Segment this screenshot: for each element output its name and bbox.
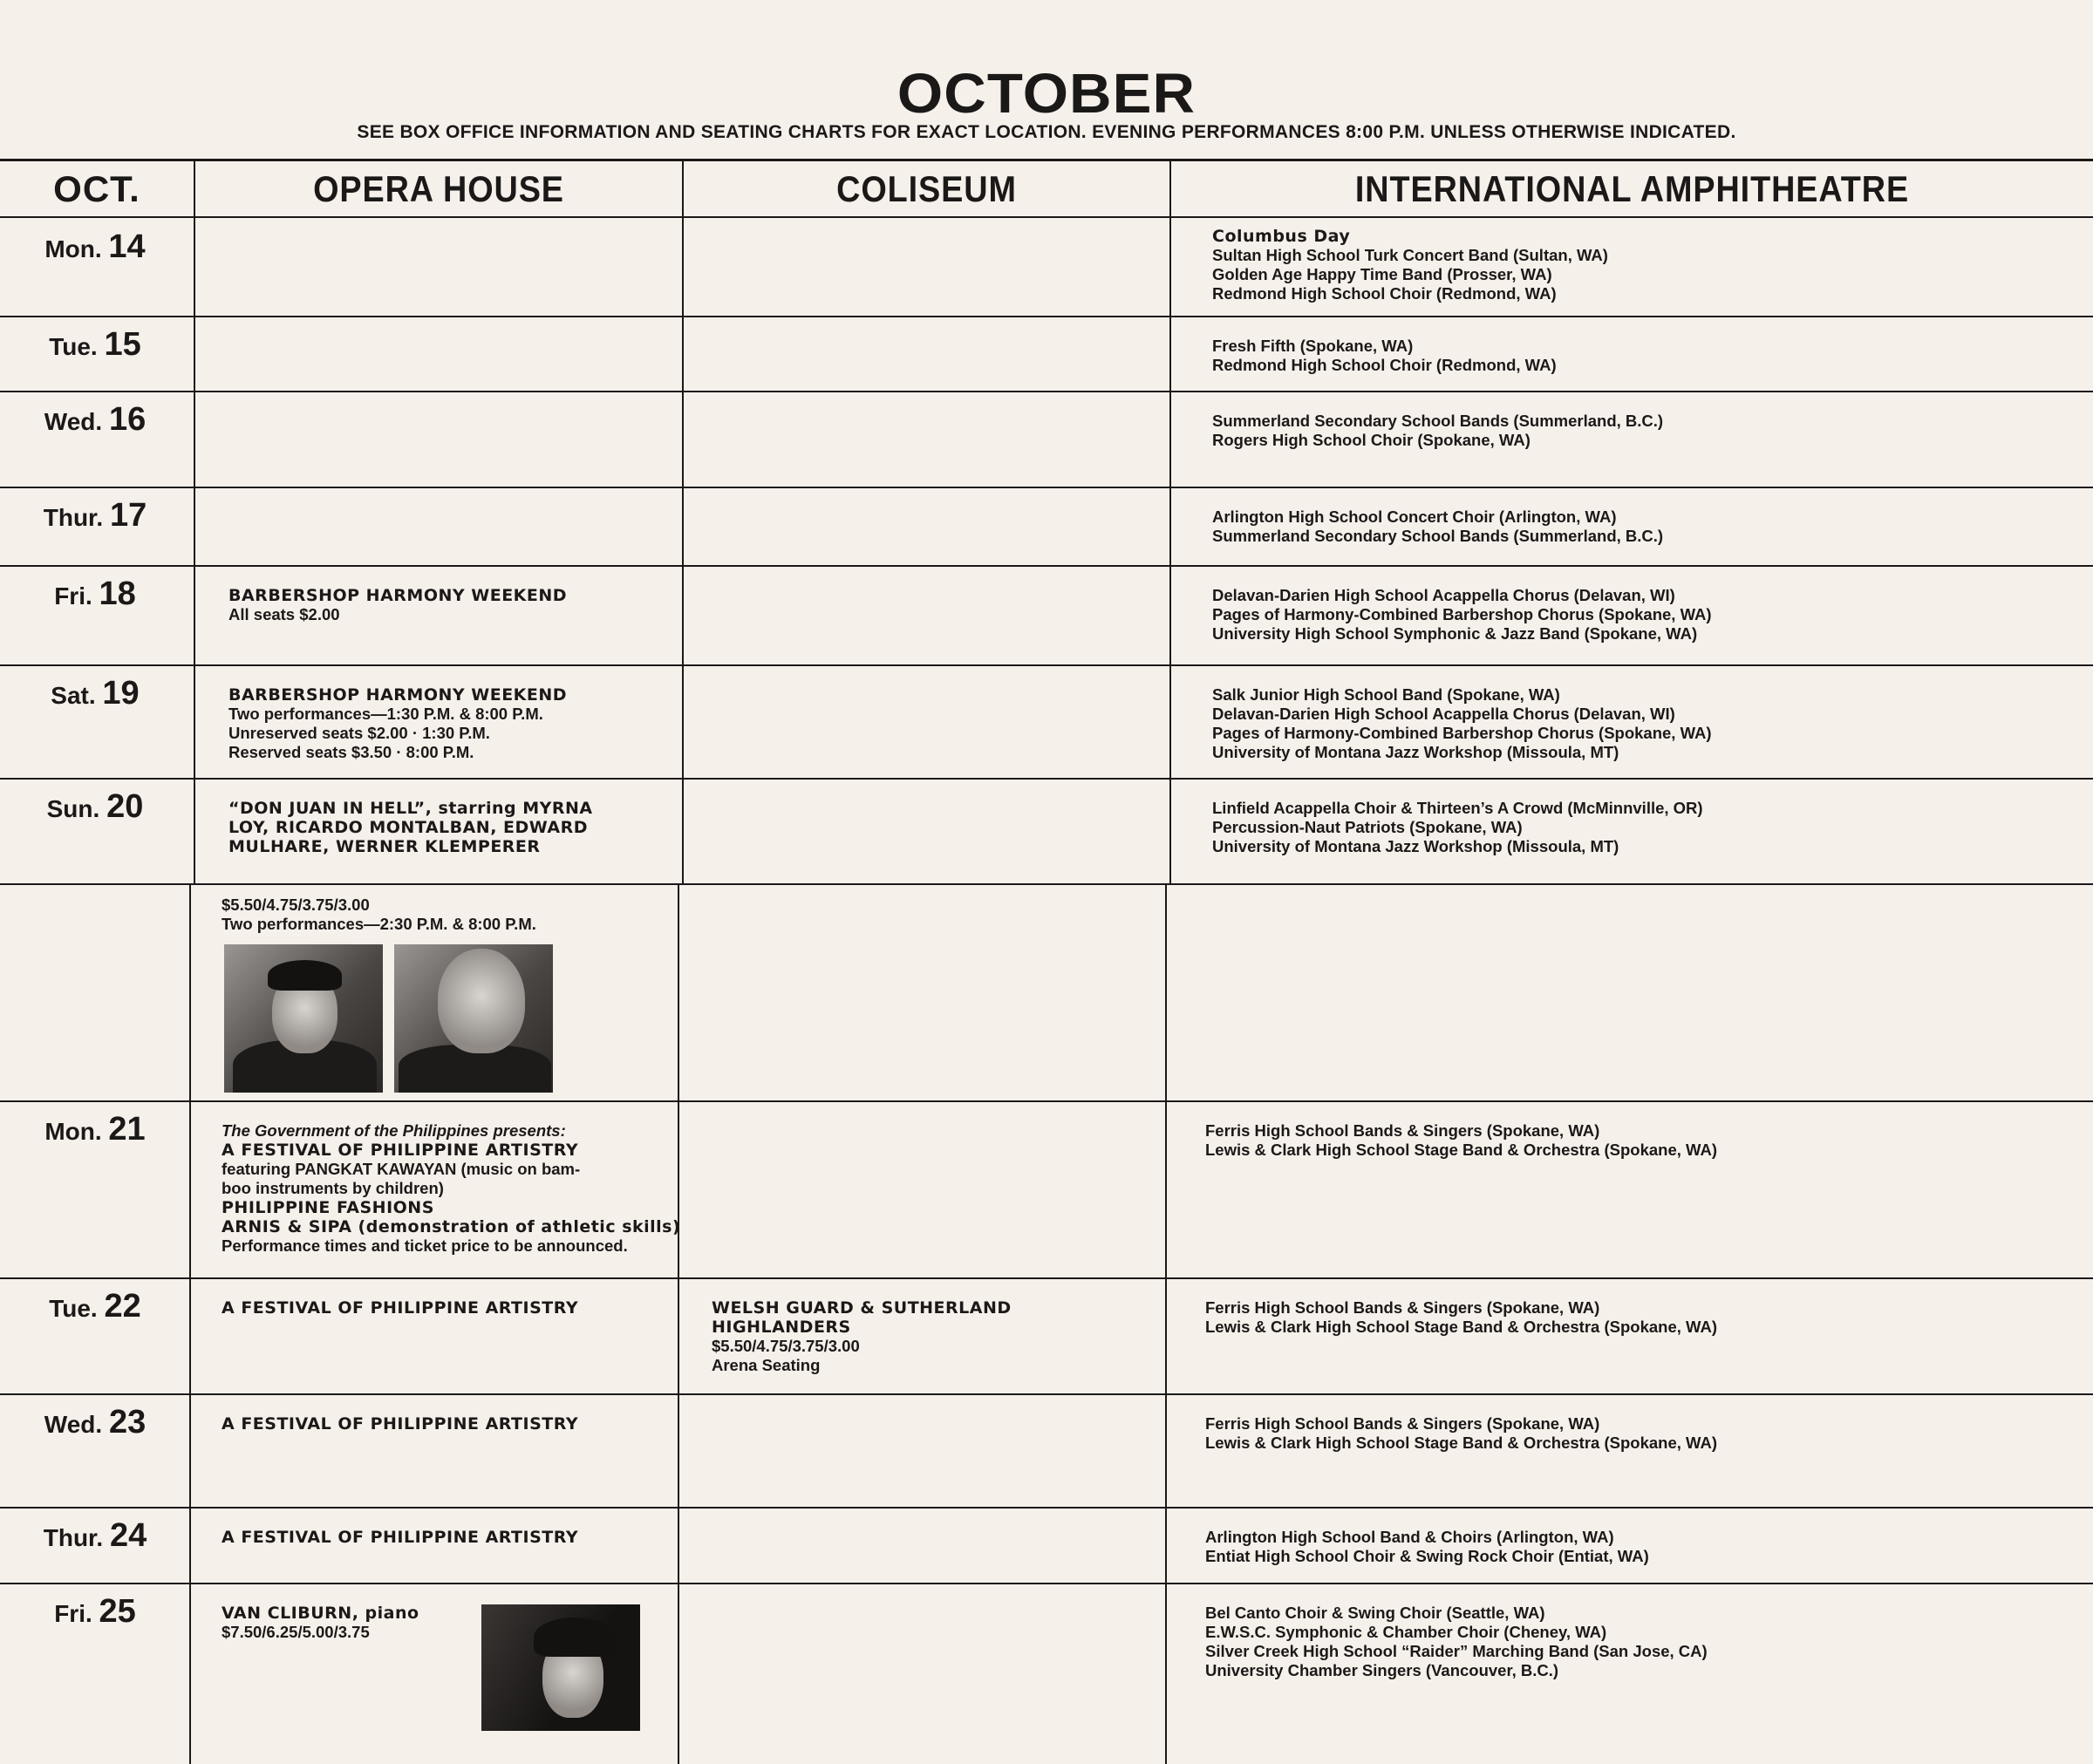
event-line: A FESTIVAL OF PHILIPPINE ARTISTRY (222, 1528, 579, 1547)
row-rule (0, 565, 2093, 567)
row-day-number: 22 (104, 1288, 141, 1325)
header-coliseum: COLISEUM (836, 168, 1017, 209)
opera-house-event (228, 799, 593, 856)
opera-house-event (222, 1604, 419, 1642)
event-line: Linfield Acappella Choir & Thirteen’s A Crowd (McMinnville, OR) (1212, 799, 1703, 817)
event-line: “DON JUAN IN HELL”, starring MYRNA (228, 799, 593, 818)
event-line: $5.50/4.75/3.75/3.00 (222, 896, 370, 914)
event-line: Unreserved seats $2.00 · 1:30 P.M. (228, 724, 490, 742)
opera-house-event (222, 1298, 578, 1318)
row-rule (0, 1100, 2093, 1102)
opera-house-event (222, 896, 536, 934)
row-rule (0, 316, 2093, 317)
column-rule-opera-lower (678, 883, 679, 1764)
header-opera-house: OPERA HOUSE (313, 168, 564, 209)
row-rule (0, 391, 2093, 392)
row-rule (0, 1393, 2093, 1395)
event-line: HIGHLANDERS (712, 1318, 851, 1337)
amphitheatre-event (1205, 1414, 1717, 1453)
event-line: Delavan-Darien High School Acappella Chorus (Delavan, WI) (1212, 705, 1675, 723)
row-day-number: 15 (104, 326, 141, 363)
row-day-number: 17 (109, 497, 147, 534)
row-day-number: 19 (102, 675, 140, 712)
row-day-number: 25 (99, 1593, 136, 1630)
event-line: Golden Age Happy Time Band (Prosser, WA) (1212, 265, 1552, 283)
opera-house-event (228, 586, 567, 624)
event-line: Reserved seats $3.50 · 8:00 P.M. (228, 743, 474, 761)
event-line: Two performances—2:30 P.M. & 8:00 P.M. (222, 915, 536, 933)
opera-house-event (222, 1528, 578, 1547)
row-weekday: Mon. (44, 1118, 109, 1145)
amphitheatre-event (1212, 337, 1557, 375)
row-date (0, 326, 190, 364)
event-line: MULHARE, WERNER KLEMPERER (228, 837, 541, 856)
row-date (0, 401, 190, 439)
row-day-number: 24 (109, 1517, 147, 1554)
amphitheatre-event (1212, 799, 1703, 856)
header-international-amphitheatre: INTERNATIONAL AMPHITHEATRE (1354, 168, 1910, 209)
amphitheatre-event (1205, 1604, 1708, 1680)
event-line: Percussion-Naut Patriots (Spokane, WA) (1212, 818, 1523, 836)
row-date (0, 1593, 190, 1631)
row-weekday: Wed. (44, 1411, 109, 1438)
row-weekday: Tue. (49, 333, 105, 360)
opera-house-event (222, 1414, 578, 1434)
column-rule-coliseum-lower (1165, 883, 1167, 1764)
event-line: University of Montana Jazz Workshop (Missoula, MT) (1212, 743, 1619, 761)
event-line: Summerland Secondary School Bands (Summerland, B.C.) (1212, 412, 1664, 430)
event-line: featuring PANGKAT KAWAYAN (music on bam- (222, 1160, 581, 1178)
amphitheatre-event (1212, 586, 1712, 644)
row-date (0, 1517, 190, 1555)
event-line: University Chamber Singers (Vancouver, B.C.) (1205, 1661, 1559, 1679)
amphitheatre-event (1205, 1528, 1649, 1566)
amphitheatre-event (1212, 507, 1663, 546)
row-weekday: Fri. (54, 582, 99, 610)
amphitheatre-event (1212, 227, 1608, 303)
event-line: Fresh Fifth (Spokane, WA) (1212, 337, 1414, 355)
row-rule (0, 883, 2093, 885)
amphitheatre-event (1212, 685, 1712, 762)
page-title: OCTOBER (897, 62, 1196, 125)
bleed-through-artifact (881, 924, 896, 984)
coliseum-event (712, 1298, 1012, 1375)
event-line: Summerland Secondary School Bands (Summerland, B.C.) (1212, 527, 1664, 545)
portrait-photo-van-cliburn (481, 1604, 640, 1731)
event-line: A FESTIVAL OF PHILIPPINE ARTISTRY (222, 1298, 579, 1318)
event-line: Performance times and ticket price to be announced. (222, 1236, 628, 1255)
portrait-photo-ricardo-montalban (224, 944, 383, 1093)
event-line: $7.50/6.25/5.00/3.75 (222, 1623, 370, 1641)
event-line: Pages of Harmony-Combined Barbershop Chorus (Spokane, WA) (1212, 605, 1712, 623)
row-rule (0, 1583, 2093, 1584)
header-date: OCT. (53, 168, 140, 209)
event-line: Ferris High School Bands & Singers (Spokane, WA) (1205, 1298, 1600, 1317)
event-line: Lewis & Clark High School Stage Band & Orchestra (Spokane, WA) (1205, 1434, 1717, 1452)
row-date (0, 1288, 190, 1325)
event-line: ARNIS & SIPA (demonstration of athletic skills) (222, 1217, 681, 1236)
row-day-number: 23 (108, 1404, 147, 1440)
event-line: Ferris High School Bands & Singers (Spokane, WA) (1205, 1121, 1600, 1140)
event-line: LOY, RICARDO MONTALBAN, EDWARD (228, 818, 589, 837)
event-line: WELSH GUARD & SUTHERLAND (712, 1298, 1012, 1318)
row-weekday: Mon. (44, 235, 109, 262)
event-line: The Government of the Philippines presents: (222, 1121, 566, 1140)
event-line: Ferris High School Bands & Singers (Spokane, WA) (1205, 1414, 1600, 1433)
row-weekday: Sun. (46, 795, 107, 822)
amphitheatre-event (1205, 1298, 1717, 1337)
row-date (0, 675, 190, 712)
event-line: Sultan High School Turk Concert Band (Sultan, WA) (1212, 246, 1608, 264)
row-day-number: 14 (108, 228, 146, 265)
event-line: University of Montana Jazz Workshop (Missoula, MT) (1212, 837, 1619, 855)
event-line: BARBERSHOP HARMONY WEEKEND (228, 685, 568, 705)
row-weekday: Tue. (49, 1295, 105, 1322)
column-rule-opera (682, 160, 684, 883)
row-rule (0, 778, 2093, 780)
event-line: VAN CLIBURN, piano (222, 1604, 419, 1623)
event-line: University High School Symphonic & Jazz Band (Spokane, WA) (1212, 624, 1698, 643)
event-line: Entiat High School Choir & Swing Rock Choir (Entiat, WA) (1205, 1547, 1649, 1565)
opera-house-event (228, 685, 567, 762)
row-rule (0, 1277, 2093, 1279)
column-rule-date (194, 160, 195, 883)
event-line: Lewis & Clark High School Stage Band & Orchestra (Spokane, WA) (1205, 1141, 1717, 1159)
event-line: Delavan-Darien High School Acappella Chorus (Delavan, WI) (1212, 586, 1675, 604)
row-weekday: Thur. (43, 1524, 110, 1551)
event-line: Rogers High School Choir (Spokane, WA) (1212, 431, 1531, 449)
row-date (0, 576, 190, 613)
event-line: Lewis & Clark High School Stage Band & Orchestra (Spokane, WA) (1205, 1318, 1717, 1336)
amphitheatre-event (1212, 412, 1663, 450)
event-line: Bel Canto Choir & Swing Choir (Seattle, WA) (1205, 1604, 1545, 1622)
event-line: Redmond High School Choir (Redmond, WA) (1212, 356, 1557, 374)
row-weekday: Thur. (43, 504, 110, 531)
event-line: Salk Junior High School Band (Spokane, WA) (1212, 685, 1560, 704)
event-line: Silver Creek High School “Raider” Marching Band (San Jose, CA) (1205, 1642, 1708, 1660)
row-weekday: Wed. (44, 408, 109, 435)
event-line: Two performances—1:30 P.M. & 8:00 P.M. (228, 705, 543, 723)
row-day-number: 21 (108, 1111, 146, 1148)
event-line: Arlington High School Band & Choirs (Arlington, WA) (1205, 1528, 1614, 1546)
page-subtitle: SEE BOX OFFICE INFORMATION AND SEATING CHARTS FOR EXACT LOCATION. EVENING PERFORMANCES 8:00 P.M. UNLESS OTHERWISE INDICATED. (357, 122, 1736, 142)
event-line: A FESTIVAL OF PHILIPPINE ARTISTRY (222, 1414, 579, 1434)
event-line: boo instruments by children) (222, 1179, 444, 1197)
row-date (0, 788, 190, 826)
column-rule-coliseum (1169, 160, 1171, 883)
row-date (0, 1111, 190, 1148)
opera-house-event (222, 1121, 680, 1256)
amphitheatre-event (1205, 1121, 1717, 1160)
row-rule (0, 487, 2093, 488)
event-line: Columbus Day (1212, 227, 1351, 246)
event-line: Arlington High School Concert Choir (Arlington, WA) (1212, 507, 1617, 526)
event-line: Pages of Harmony-Combined Barbershop Chorus (Spokane, WA) (1212, 724, 1712, 742)
row-date (0, 497, 190, 535)
row-weekday: Sat. (51, 682, 103, 709)
row-date (0, 1404, 190, 1441)
event-line: BARBERSHOP HARMONY WEEKEND (228, 586, 568, 605)
row-day-number: 18 (99, 576, 136, 612)
event-line: All seats $2.00 (228, 605, 340, 623)
event-line: $5.50/4.75/3.75/3.00 (712, 1337, 860, 1355)
row-weekday: Fri. (54, 1600, 99, 1627)
row-rule (0, 1507, 2093, 1509)
event-line: E.W.S.C. Symphonic & Chamber Choir (Cheney, WA) (1205, 1623, 1607, 1641)
row-day-number: 16 (108, 401, 147, 438)
event-line: A FESTIVAL OF PHILIPPINE ARTISTRY (222, 1141, 579, 1160)
row-date (0, 228, 190, 266)
event-line: PHILIPPINE FASHIONS (222, 1198, 434, 1217)
portrait-photo-werner-klemperer (394, 944, 553, 1093)
row-rule (0, 664, 2093, 666)
event-line: Arena Seating (712, 1356, 821, 1374)
event-line: Redmond High School Choir (Redmond, WA) (1212, 284, 1557, 303)
row-day-number: 20 (106, 788, 144, 825)
